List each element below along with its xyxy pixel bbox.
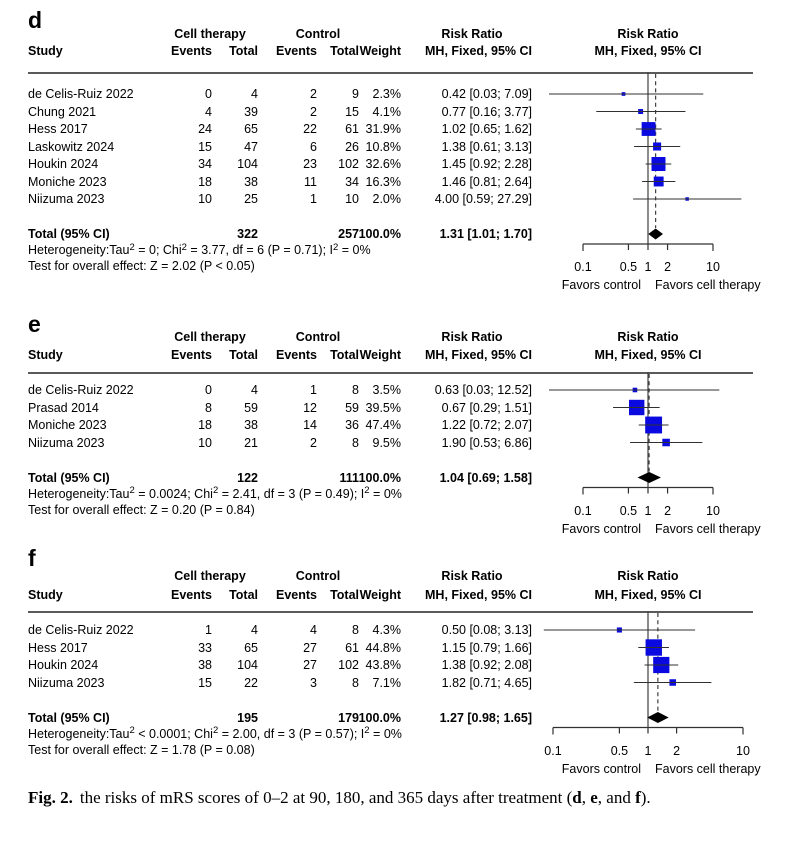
superscript-2: 2 (333, 241, 339, 253)
total-label: Total (95% CI) (28, 710, 110, 725)
plot-subheader-mh-fixed: MH, Fixed, 95% CI (594, 588, 702, 602)
study-row-niizuma-2023 (0, 674, 800, 691)
effect-square (645, 417, 662, 434)
favors-control-label: Favors control (561, 278, 641, 292)
rr-ci-text: 0.77 [0.16; 3.77] (441, 104, 532, 119)
study-row-hess-2017 (0, 121, 800, 138)
plot-subheader-mh-fixed: MH, Fixed, 95% CI (594, 44, 702, 58)
total-control: 8 (352, 623, 359, 637)
pooled-diamond (638, 472, 661, 483)
events-treatment: 38 (198, 658, 212, 672)
rr-ci-text: 1.15 [0.79; 1.66] (441, 640, 532, 655)
total-treatment: 22 (244, 675, 258, 690)
effect-square (646, 639, 662, 655)
col-header-weight: Weight (359, 348, 401, 362)
rr-ci-text: 4.00 [0.59; 27.29] (434, 192, 532, 206)
study-row-moniche-2023 (0, 417, 800, 434)
events-treatment: 24 (198, 122, 212, 136)
effect-square (642, 122, 656, 136)
study-name: Prasad 2014 (28, 400, 99, 415)
group-header-risk-ratio: Risk Ratio (441, 330, 503, 344)
figure-caption: Fig. 2. the risks of mRS scores of 0–2 at 90, 180, and 365 days after treatment (d, e, and f). (28, 788, 651, 807)
col-header-study: Study (28, 44, 63, 58)
study-name: Niizuma 2023 (28, 675, 105, 690)
col-header-total-treat: Total (229, 348, 258, 362)
total-treatment: 65 (244, 122, 258, 136)
effect-square (617, 627, 622, 632)
axis-tick-label: 1 (644, 503, 652, 518)
weight-value: 2.3% (372, 87, 401, 101)
axis-tick-label: 0.1 (574, 260, 592, 274)
effect-square (629, 400, 644, 415)
study-name: Chung 2021 (28, 104, 97, 119)
superscript-2: 2 (181, 241, 187, 253)
weight-value: 47.4% (365, 418, 401, 432)
weight-value: 4.3% (372, 623, 401, 637)
events-control: 3 (310, 675, 317, 690)
effect-square (654, 177, 664, 187)
favors-control-label: Favors control (561, 761, 641, 776)
rr-ci-text: 1.38 [0.61; 3.13] (441, 139, 532, 154)
col-header-study: Study (28, 348, 63, 362)
col-header-mh-fixed: MH, Fixed, 95% CI (425, 44, 532, 58)
events-treatment: 33 (198, 640, 212, 655)
total-treatment: 4 (251, 87, 258, 101)
study-name: Hess 2017 (28, 122, 88, 136)
total-weight: 100.0% (358, 470, 401, 485)
total-treatment: 38 (244, 418, 258, 432)
overall-effect-text: Test for overall effect: Z = 1.78 (P = 0.08) (28, 742, 255, 757)
events-treatment: 18 (198, 174, 212, 189)
axis-tick-label: 10 (736, 743, 750, 758)
rr-ci-text: 1.02 [0.65; 1.62] (441, 122, 532, 136)
total-control-sum: 111 (339, 470, 359, 485)
total-label: Total (95% CI) (28, 470, 110, 485)
group-header-control: Control (295, 569, 341, 583)
overall-effect-text: Test for overall effect: Z = 2.02 (P < 0.05) (28, 259, 255, 273)
superscript-2: 2 (212, 485, 219, 496)
axis-tick-label: 0.1 (544, 743, 562, 758)
axis-tick-label: 1 (644, 260, 652, 274)
group-header-cell-therapy: Cell therapy (174, 330, 246, 344)
group-header-control: Control (295, 27, 341, 41)
events-treatment: 0 (205, 383, 212, 397)
total-treatment: 21 (244, 435, 258, 450)
events-treatment: 0 (205, 87, 212, 101)
superscript-2: 2 (212, 725, 219, 736)
col-header-total-control: Total (330, 588, 359, 602)
weight-value: 32.6% (365, 157, 401, 171)
total-control: 102 (338, 157, 359, 171)
events-treatment: 15 (198, 139, 212, 154)
col-header-weight: Weight (359, 588, 401, 602)
caption-panel-ref-f: f (635, 788, 641, 807)
superscript-2: 2 (364, 725, 370, 736)
study-row-prasad-2014 (0, 399, 800, 416)
study-row-houkin-2024 (0, 156, 800, 173)
group-header-risk-ratio: Risk Ratio (441, 27, 503, 41)
total-rr-ci-text: 1.04 [0.69; 1.58] (439, 470, 532, 485)
events-treatment: 15 (198, 675, 212, 690)
overall-effect-text: Test for overall effect: Z = 0.20 (P = 0.84) (28, 502, 255, 517)
total-label: Total (95% CI) (28, 227, 110, 241)
rr-ci-text: 1.82 [0.71; 4.65] (441, 675, 532, 690)
weight-value: 2.0% (372, 192, 401, 206)
rr-ci-text: 1.46 [0.81; 2.64] (441, 174, 532, 189)
col-header-study: Study (28, 588, 63, 602)
total-control-sum: 257 (338, 227, 359, 241)
total-rr-ci-text: 1.31 [1.01; 1.70] (439, 227, 532, 241)
col-header-events-treat: Events (171, 588, 212, 602)
rr-ci-text: 0.63 [0.03; 12.52] (434, 383, 532, 397)
panel-label-f: f (28, 545, 36, 571)
effect-square (653, 142, 661, 150)
study-row-moniche-2023 (0, 173, 800, 190)
panel-label-d: d (28, 7, 43, 33)
total-control: 34 (345, 174, 359, 189)
total-control: 61 (345, 122, 359, 136)
events-control: 2 (310, 104, 317, 119)
heterogeneity-text: Heterogeneity:Tau$^2$ = 0; Chi$^2$ = 3.77, df = 6 (P = 0.71); $I^2 = 0\%$ (28, 241, 371, 257)
total-treatment: 65 (244, 640, 258, 655)
events-control: 2 (310, 435, 317, 450)
events-treatment: 10 (198, 192, 212, 206)
col-header-events-control: Events (276, 44, 317, 58)
caption-panel-ref-d: d (572, 788, 582, 807)
col-header-events-control: Events (276, 588, 317, 602)
favors-cell-therapy-label: Favors cell therapy (655, 521, 761, 536)
events-control: 27 (303, 640, 317, 655)
study-name: Houkin 2024 (28, 658, 99, 672)
events-treatment: 34 (198, 157, 212, 171)
col-header-weight: Weight (359, 44, 401, 58)
total-treatment: 25 (244, 192, 258, 206)
total-treatment: 4 (251, 383, 258, 397)
study-row-de-celis-ruiz-2022 (0, 622, 800, 639)
rr-ci-text: 0.67 [0.29; 1.51] (441, 400, 532, 415)
events-control: 1 (310, 192, 317, 206)
total-weight: 100.0% (358, 227, 401, 241)
total-row (0, 709, 800, 726)
plot-header-risk-ratio: Risk Ratio (617, 330, 679, 344)
study-name: Laskowitz 2024 (28, 139, 115, 154)
total-treatment: 104 (237, 658, 258, 672)
study-row-niizuma-2023 (0, 434, 800, 451)
favors-control-label: Favors control (561, 521, 641, 536)
weight-value: 44.8% (365, 640, 401, 655)
total-control: 36 (345, 418, 359, 432)
events-treatment: 4 (205, 104, 212, 119)
superscript-2: 2 (129, 725, 135, 736)
study-name: Houkin 2024 (28, 157, 99, 171)
total-control: 8 (352, 675, 359, 690)
superscript-2: 2 (129, 241, 135, 253)
effect-square (669, 679, 676, 686)
axis-tick-label: 2 (673, 743, 681, 758)
group-header-risk-ratio: Risk Ratio (441, 569, 503, 583)
total-control: 8 (352, 383, 359, 397)
study-row-de-celis-ruiz-2022 (0, 382, 800, 399)
weight-value: 39.5% (365, 400, 401, 415)
total-control: 10 (345, 192, 359, 206)
events-treatment: 8 (205, 400, 212, 415)
effect-square (651, 157, 665, 171)
col-header-mh-fixed: MH, Fixed, 95% CI (425, 348, 532, 362)
total-weight: 100.0% (358, 710, 401, 725)
axis-tick-label: 0.5 (610, 743, 629, 758)
axis-tick-label: 1 (644, 743, 652, 758)
total-treatment-sum: 322 (237, 227, 258, 241)
total-control-sum: 179 (338, 710, 359, 725)
panel-label-e: e (28, 311, 41, 337)
events-control: 14 (303, 418, 317, 432)
rr-ci-text: 0.50 [0.08; 3.13] (441, 623, 532, 637)
events-treatment: 18 (198, 418, 212, 432)
plot-header-risk-ratio: Risk Ratio (617, 27, 679, 41)
study-name: Moniche 2023 (28, 418, 107, 432)
superscript-2: 2 (129, 485, 135, 496)
events-control: 23 (303, 157, 317, 171)
effect-square (653, 657, 669, 673)
axis-tick-label: 0.5 (619, 260, 638, 274)
effect-square (685, 197, 688, 200)
heterogeneity-text: Heterogeneity:Tau$^2$ = 0.0024; Chi$^2$ = 2.41, df = 3 (P = 0.49); $I^2 = 0\%$ (28, 485, 402, 501)
plot-subheader-mh-fixed: MH, Fixed, 95% CI (594, 348, 702, 362)
events-treatment: 10 (198, 435, 212, 450)
pooled-diamond (648, 229, 663, 240)
weight-value: 9.5% (372, 435, 401, 450)
weight-value: 7.1% (372, 675, 401, 690)
study-name: Niizuma 2023 (28, 192, 105, 206)
total-treatment: 38 (244, 174, 258, 189)
col-header-total-control: Total (330, 348, 359, 362)
col-header-events-control: Events (276, 348, 317, 362)
effect-square (622, 92, 626, 96)
caption-label: Fig. 2. (28, 788, 73, 807)
col-header-total-control: Total (330, 44, 359, 58)
total-control: 8 (352, 435, 359, 450)
pooled-diamond (647, 712, 668, 723)
col-header-total-treat: Total (229, 44, 258, 58)
study-row-de-celis-ruiz-2022 (0, 86, 800, 103)
rr-ci-text: 1.45 [0.92; 2.28] (441, 157, 532, 171)
effect-square (633, 388, 638, 393)
col-header-total-treat: Total (229, 588, 258, 602)
axis-tick-label: 10 (706, 503, 720, 518)
caption-body: the risks of mRS scores of 0–2 at 90, 180, and 365 days after treatment ( (79, 788, 573, 807)
total-control: 26 (345, 139, 359, 154)
events-treatment: 1 (205, 623, 212, 637)
study-name: Hess 2017 (28, 640, 88, 655)
total-control: 9 (352, 87, 359, 101)
events-control: 22 (303, 122, 317, 136)
rr-ci-text: 1.90 [0.53; 6.86] (441, 435, 532, 450)
superscript-2: 2 (364, 485, 370, 496)
axis-tick-label: 0.5 (619, 503, 638, 518)
total-rr-ci-text: 1.27 [0.98; 1.65] (439, 710, 532, 725)
plot-header-risk-ratio: Risk Ratio (617, 569, 679, 583)
study-name: de Celis-Ruiz 2022 (28, 87, 134, 101)
events-control: 12 (303, 400, 317, 415)
rr-ci-text: 0.42 [0.03; 7.09] (441, 87, 532, 101)
axis-tick-label: 2 (664, 503, 672, 518)
study-row-laskowitz-2024 (0, 138, 800, 155)
events-control: 11 (304, 174, 317, 189)
col-header-events-treat: Events (171, 348, 212, 362)
group-header-cell-therapy: Cell therapy (174, 569, 246, 583)
study-row-niizuma-2023 (0, 191, 800, 208)
study-name: de Celis-Ruiz 2022 (28, 383, 134, 397)
effect-square (638, 109, 643, 114)
axis-tick-label: 10 (706, 260, 720, 274)
axis-tick-label: 2 (664, 260, 672, 274)
events-control: 2 (310, 87, 317, 101)
caption-panel-ref-e: e (590, 788, 598, 807)
header-rule (28, 611, 753, 613)
total-row (0, 226, 800, 243)
heterogeneity-text: Heterogeneity:Tau$^2$ < 0.0001; Chi$^2$ = 2.00, df = 3 (P = 0.57); $I^2 = 0\%$ (28, 725, 402, 741)
study-name: de Celis-Ruiz 2022 (28, 623, 134, 637)
events-control: 4 (310, 623, 317, 637)
total-control: 15 (345, 104, 359, 119)
study-row-hess-2017 (0, 639, 800, 656)
total-treatment: 47 (244, 139, 258, 154)
total-treatment: 39 (244, 104, 258, 119)
weight-value: 31.9% (365, 122, 401, 136)
total-row (0, 469, 800, 486)
total-control: 102 (338, 658, 359, 672)
rr-ci-text: 1.38 [0.92; 2.08] (441, 658, 532, 672)
group-header-control: Control (295, 330, 341, 344)
rr-ci-text: 1.22 [0.72; 2.07] (441, 418, 532, 432)
total-treatment: 104 (237, 157, 258, 171)
total-treatment-sum: 122 (237, 470, 258, 485)
weight-value: 10.8% (365, 139, 401, 154)
weight-value: 4.1% (372, 104, 401, 119)
weight-value: 16.3% (365, 174, 401, 189)
total-treatment: 59 (244, 400, 258, 415)
axis-tick-label: 0.1 (574, 503, 592, 518)
total-treatment-sum: 195 (237, 710, 258, 725)
events-control: 27 (303, 658, 317, 672)
events-control: 6 (310, 139, 317, 154)
col-header-mh-fixed: MH, Fixed, 95% CI (425, 588, 532, 602)
study-row-chung-2021 (0, 103, 800, 120)
study-name: Moniche 2023 (28, 174, 107, 189)
header-rule (28, 72, 753, 74)
effect-square (662, 439, 670, 447)
events-control: 1 (310, 383, 317, 397)
col-header-events-treat: Events (171, 44, 212, 58)
total-control: 59 (345, 400, 359, 415)
favors-cell-therapy-label: Favors cell therapy (655, 278, 761, 292)
group-header-cell-therapy: Cell therapy (174, 27, 246, 41)
study-name: Niizuma 2023 (28, 435, 105, 450)
favors-cell-therapy-label: Favors cell therapy (655, 761, 761, 776)
total-control: 61 (345, 640, 359, 655)
study-row-houkin-2024 (0, 657, 800, 674)
total-treatment: 4 (251, 623, 258, 637)
header-rule (28, 372, 753, 374)
weight-value: 3.5% (372, 383, 401, 397)
weight-value: 43.8% (365, 658, 401, 672)
